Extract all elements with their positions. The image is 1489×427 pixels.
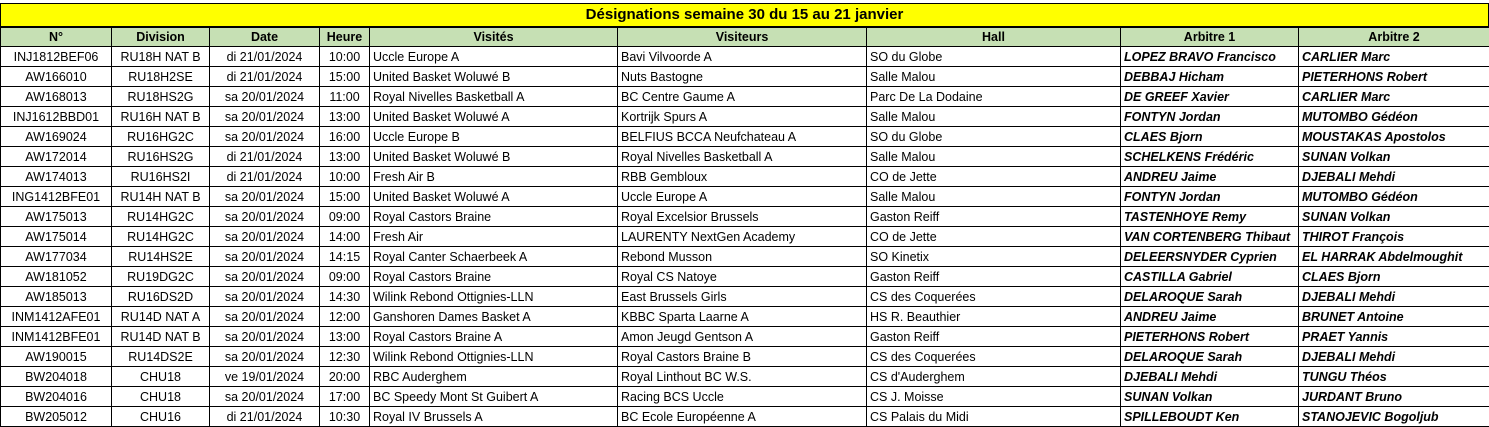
- cell-date[interactable]: sa 20/01/2024: [210, 267, 320, 287]
- cell-date[interactable]: sa 20/01/2024: [210, 387, 320, 407]
- cell-arbitre2[interactable]: DJEBALI Mehdi: [1299, 347, 1489, 367]
- cell-n[interactable]: INJ1812BEF06: [1, 47, 112, 67]
- cell-hall[interactable]: Gaston Reiff: [867, 267, 1121, 287]
- cell-arbitre2[interactable]: CLAES Bjorn: [1299, 267, 1489, 287]
- cell-division[interactable]: RU14H NAT B: [112, 187, 210, 207]
- cell-hall[interactable]: CS J. Moisse: [867, 387, 1121, 407]
- cell-hall[interactable]: Gaston Reiff: [867, 327, 1121, 347]
- cell-visites[interactable]: Uccle Europe A: [370, 47, 618, 67]
- cell-n[interactable]: INM1412BFE01: [1, 327, 112, 347]
- cell-hall[interactable]: SO Kinetix: [867, 247, 1121, 267]
- cell-hall[interactable]: CS d'Auderghem: [867, 367, 1121, 387]
- cell-visites[interactable]: Fresh Air: [370, 227, 618, 247]
- header-visites[interactable]: Visités: [370, 28, 618, 47]
- cell-division[interactable]: CHU16: [112, 407, 210, 427]
- cell-n[interactable]: AW175014: [1, 227, 112, 247]
- cell-visiteurs[interactable]: Royal Nivelles Basketball A: [618, 147, 867, 167]
- cell-date[interactable]: di 21/01/2024: [210, 67, 320, 87]
- cell-division[interactable]: RU16H NAT B: [112, 107, 210, 127]
- cell-heure[interactable]: 13:00: [320, 147, 370, 167]
- cell-heure[interactable]: 09:00: [320, 207, 370, 227]
- cell-heure[interactable]: 20:00: [320, 367, 370, 387]
- cell-n[interactable]: BW204016: [1, 387, 112, 407]
- table-row: [1, 307, 1489, 327]
- cell-date[interactable]: di 21/01/2024: [210, 167, 320, 187]
- cell-visiteurs[interactable]: KBBC Sparta Laarne A: [618, 307, 867, 327]
- cell-n[interactable]: AW190015: [1, 347, 112, 367]
- cell-hall[interactable]: CS des Coquerées: [867, 347, 1121, 367]
- cell-heure[interactable]: 12:00: [320, 307, 370, 327]
- cell-arbitre2[interactable]: SUNAN Volkan: [1299, 207, 1489, 227]
- table-row: [1, 407, 1489, 427]
- cell-arbitre1[interactable]: SUNAN Volkan: [1121, 387, 1299, 407]
- cell-division[interactable]: RU16HS2G: [112, 147, 210, 167]
- cell-visiteurs[interactable]: Racing BCS Uccle: [618, 387, 867, 407]
- cell-arbitre1[interactable]: SPILLEBOUDT Ken: [1121, 407, 1299, 427]
- cell-n[interactable]: AW166010: [1, 67, 112, 87]
- cell-division[interactable]: RU14DS2E: [112, 347, 210, 367]
- cell-visites[interactable]: Royal Nivelles Basketball A: [370, 87, 618, 107]
- cell-n[interactable]: AW177034: [1, 247, 112, 267]
- cell-visiteurs[interactable]: Kortrijk Spurs A: [618, 107, 867, 127]
- table-row: [1, 267, 1489, 287]
- cell-date[interactable]: sa 20/01/2024: [210, 207, 320, 227]
- cell-hall[interactable]: CS Palais du Midi: [867, 407, 1121, 427]
- cell-visites[interactable]: United Basket Woluwé B: [370, 147, 618, 167]
- cell-visiteurs[interactable]: Bavi Vilvoorde A: [618, 47, 867, 67]
- cell-hall[interactable]: Salle Malou: [867, 147, 1121, 167]
- cell-arbitre2[interactable]: CARLIER Marc: [1299, 47, 1489, 67]
- cell-arbitre1[interactable]: CLAES Bjorn: [1121, 127, 1299, 147]
- cell-hall[interactable]: HS R. Beauthier: [867, 307, 1121, 327]
- cell-date[interactable]: sa 20/01/2024: [210, 87, 320, 107]
- table-body: [1, 47, 1489, 427]
- cell-visites[interactable]: BC Speedy Mont St Guibert A: [370, 387, 618, 407]
- table-row: [1, 247, 1489, 267]
- cell-visites[interactable]: Wilink Rebond Ottignies-LLN: [370, 347, 618, 367]
- cell-division[interactable]: RU14HG2C: [112, 227, 210, 247]
- cell-heure[interactable]: 11:00: [320, 87, 370, 107]
- cell-n[interactable]: BW204018: [1, 367, 112, 387]
- table-row: [1, 107, 1489, 127]
- cell-arbitre2[interactable]: DJEBALI Mehdi: [1299, 167, 1489, 187]
- cell-visiteurs[interactable]: BC Centre Gaume A: [618, 87, 867, 107]
- cell-hall[interactable]: Salle Malou: [867, 187, 1121, 207]
- header-hall[interactable]: Hall: [867, 28, 1121, 47]
- cell-heure[interactable]: 09:00: [320, 267, 370, 287]
- cell-arbitre2[interactable]: PIETERHONS Robert: [1299, 67, 1489, 87]
- cell-visites[interactable]: Royal Castors Braine A: [370, 327, 618, 347]
- cell-visites[interactable]: Wilink Rebond Ottignies-LLN: [370, 287, 618, 307]
- cell-visites[interactable]: Ganshoren Dames Basket A: [370, 307, 618, 327]
- table-row: [1, 367, 1489, 387]
- cell-n[interactable]: AW185013: [1, 287, 112, 307]
- cell-visites[interactable]: United Basket Woluwé A: [370, 187, 618, 207]
- header-n[interactable]: N°: [1, 28, 112, 47]
- cell-visiteurs[interactable]: East Brussels Girls: [618, 287, 867, 307]
- cell-arbitre1[interactable]: DEBBAJ Hicham: [1121, 67, 1299, 87]
- cell-arbitre1[interactable]: LOPEZ BRAVO Francisco: [1121, 47, 1299, 67]
- header-heure[interactable]: Heure: [320, 28, 370, 47]
- cell-division[interactable]: RU18H2SE: [112, 67, 210, 87]
- cell-heure[interactable]: 14:00: [320, 227, 370, 247]
- cell-date[interactable]: di 21/01/2024: [210, 407, 320, 427]
- cell-visiteurs[interactable]: Nuts Bastogne: [618, 67, 867, 87]
- cell-visiteurs[interactable]: Amon Jeugd Gentson A: [618, 327, 867, 347]
- header-date[interactable]: Date: [210, 28, 320, 47]
- cell-date[interactable]: sa 20/01/2024: [210, 127, 320, 147]
- cell-date[interactable]: di 21/01/2024: [210, 147, 320, 167]
- cell-division[interactable]: RU14D NAT B: [112, 327, 210, 347]
- cell-arbitre1[interactable]: DE GREEF Xavier: [1121, 87, 1299, 107]
- cell-visiteurs[interactable]: Royal CS Natoye: [618, 267, 867, 287]
- cell-arbitre2[interactable]: MOUSTAKAS Apostolos: [1299, 127, 1489, 147]
- cell-arbitre1[interactable]: TASTENHOYE Remy: [1121, 207, 1299, 227]
- cell-arbitre2[interactable]: BRUNET Antoine: [1299, 307, 1489, 327]
- cell-arbitre2[interactable]: MUTOMBO Gédéon: [1299, 107, 1489, 127]
- cell-hall[interactable]: SO du Globe: [867, 47, 1121, 67]
- cell-n[interactable]: INM1412AFE01: [1, 307, 112, 327]
- cell-date[interactable]: sa 20/01/2024: [210, 247, 320, 267]
- cell-division[interactable]: CHU18: [112, 387, 210, 407]
- cell-division[interactable]: RU14HG2C: [112, 207, 210, 227]
- cell-date[interactable]: ve 19/01/2024: [210, 367, 320, 387]
- cell-n[interactable]: INJ1612BBD01: [1, 107, 112, 127]
- cell-arbitre2[interactable]: CARLIER Marc: [1299, 87, 1489, 107]
- cell-heure[interactable]: 13:00: [320, 107, 370, 127]
- cell-hall[interactable]: Gaston Reiff: [867, 207, 1121, 227]
- cell-visites[interactable]: United Basket Woluwé A: [370, 107, 618, 127]
- cell-hall[interactable]: CO de Jette: [867, 227, 1121, 247]
- cell-visites[interactable]: Royal Castors Braine: [370, 267, 618, 287]
- cell-heure[interactable]: 14:30: [320, 287, 370, 307]
- cell-heure[interactable]: 10:00: [320, 47, 370, 67]
- cell-arbitre2[interactable]: THIROT François: [1299, 227, 1489, 247]
- table-row: [1, 47, 1489, 67]
- table-row: [1, 167, 1489, 187]
- cell-n[interactable]: BW205012: [1, 407, 112, 427]
- cell-date[interactable]: sa 20/01/2024: [210, 307, 320, 327]
- cell-date[interactable]: sa 20/01/2024: [210, 327, 320, 347]
- cell-heure[interactable]: 12:30: [320, 347, 370, 367]
- cell-visites[interactable]: Royal Canter Schaerbeek A: [370, 247, 618, 267]
- table-row: [1, 147, 1489, 167]
- cell-division[interactable]: CHU18: [112, 367, 210, 387]
- cell-arbitre1[interactable]: FONTYN Jordan: [1121, 107, 1299, 127]
- cell-arbitre1[interactable]: SCHELKENS Frédéric: [1121, 147, 1299, 167]
- cell-hall[interactable]: Salle Malou: [867, 67, 1121, 87]
- cell-n[interactable]: AW172014: [1, 147, 112, 167]
- cell-division[interactable]: RU18H NAT B: [112, 47, 210, 67]
- cell-arbitre2[interactable]: PRAET Yannis: [1299, 327, 1489, 347]
- header-arbitre1[interactable]: Arbitre 1: [1121, 28, 1299, 47]
- cell-visites[interactable]: Royal Castors Braine: [370, 207, 618, 227]
- cell-hall[interactable]: CS des Coquerées: [867, 287, 1121, 307]
- cell-n[interactable]: ING1412BFE01: [1, 187, 112, 207]
- cell-division[interactable]: RU16HG2C: [112, 127, 210, 147]
- table-row: [1, 287, 1489, 307]
- table-row: [1, 127, 1489, 147]
- cell-division[interactable]: RU18HS2G: [112, 87, 210, 107]
- table-row: [1, 347, 1489, 367]
- cell-n[interactable]: AW174013: [1, 167, 112, 187]
- cell-arbitre1[interactable]: DELEERSNYDER Cyprien: [1121, 247, 1299, 267]
- cell-visiteurs[interactable]: Royal Castors Braine B: [618, 347, 867, 367]
- cell-division[interactable]: RU19DG2C: [112, 267, 210, 287]
- cell-n[interactable]: AW181052: [1, 267, 112, 287]
- cell-visiteurs[interactable]: BELFIUS BCCA Neufchateau A: [618, 127, 867, 147]
- cell-heure[interactable]: 15:00: [320, 187, 370, 207]
- cell-division[interactable]: RU16DS2D: [112, 287, 210, 307]
- cell-arbitre1[interactable]: VAN CORTENBERG Thibaut: [1121, 227, 1299, 247]
- cell-arbitre2[interactable]: TUNGU Théos: [1299, 367, 1489, 387]
- cell-hall[interactable]: Salle Malou: [867, 107, 1121, 127]
- cell-date[interactable]: sa 20/01/2024: [210, 287, 320, 307]
- cell-hall[interactable]: CO de Jette: [867, 167, 1121, 187]
- cell-date[interactable]: sa 20/01/2024: [210, 107, 320, 127]
- cell-visites[interactable]: Royal IV Brussels A: [370, 407, 618, 427]
- table-row: [1, 227, 1489, 247]
- table-row: [1, 187, 1489, 207]
- cell-arbitre1[interactable]: FONTYN Jordan: [1121, 187, 1299, 207]
- cell-date[interactable]: sa 20/01/2024: [210, 347, 320, 367]
- cell-visites[interactable]: Uccle Europe B: [370, 127, 618, 147]
- header-row: [1, 28, 1489, 47]
- sheet-title: Désignations semaine 30 du 15 au 21 janvier: [0, 3, 1489, 27]
- cell-arbitre1[interactable]: DJEBALI Mehdi: [1121, 367, 1299, 387]
- cell-heure[interactable]: 15:00: [320, 67, 370, 87]
- cell-division[interactable]: RU16HS2I: [112, 167, 210, 187]
- cell-visiteurs[interactable]: BC Ecole Européenne A: [618, 407, 867, 427]
- header-division[interactable]: Division: [112, 28, 210, 47]
- cell-date[interactable]: di 21/01/2024: [210, 47, 320, 67]
- cell-arbitre2[interactable]: JURDANT Bruno: [1299, 387, 1489, 407]
- cell-arbitre2[interactable]: SUNAN Volkan: [1299, 147, 1489, 167]
- cell-arbitre2[interactable]: MUTOMBO Gédéon: [1299, 187, 1489, 207]
- header-visiteurs[interactable]: Visiteurs: [618, 28, 867, 47]
- cell-n[interactable]: AW168013: [1, 87, 112, 107]
- cell-arbitre1[interactable]: ANDREU Jaime: [1121, 307, 1299, 327]
- cell-heure[interactable]: 16:00: [320, 127, 370, 147]
- cell-heure[interactable]: 14:15: [320, 247, 370, 267]
- cell-visiteurs[interactable]: LAURENTY NextGen Academy: [618, 227, 867, 247]
- table-row: [1, 87, 1489, 107]
- cell-visiteurs[interactable]: Rebond Musson: [618, 247, 867, 267]
- cell-visites[interactable]: RBC Auderghem: [370, 367, 618, 387]
- cell-hall[interactable]: SO du Globe: [867, 127, 1121, 147]
- cell-heure[interactable]: 13:00: [320, 327, 370, 347]
- table-row: [1, 67, 1489, 87]
- table-row: [1, 207, 1489, 227]
- designations-table: [0, 27, 1489, 427]
- cell-visites[interactable]: United Basket Woluwé B: [370, 67, 618, 87]
- cell-arbitre1[interactable]: DELAROQUE Sarah: [1121, 287, 1299, 307]
- cell-n[interactable]: AW175013: [1, 207, 112, 227]
- cell-hall[interactable]: Parc De La Dodaine: [867, 87, 1121, 107]
- cell-arbitre1[interactable]: ANDREU Jaime: [1121, 167, 1299, 187]
- cell-date[interactable]: sa 20/01/2024: [210, 227, 320, 247]
- cell-heure[interactable]: 10:00: [320, 167, 370, 187]
- cell-arbitre2[interactable]: DJEBALI Mehdi: [1299, 287, 1489, 307]
- table-row: [1, 327, 1489, 347]
- cell-heure[interactable]: 10:30: [320, 407, 370, 427]
- cell-arbitre1[interactable]: DELAROQUE Sarah: [1121, 347, 1299, 367]
- cell-arbitre2[interactable]: EL HARRAK Abdelmoughit: [1299, 247, 1489, 267]
- cell-visites[interactable]: Fresh Air B: [370, 167, 618, 187]
- cell-visiteurs[interactable]: RBB Gembloux: [618, 167, 867, 187]
- cell-visiteurs[interactable]: Uccle Europe A: [618, 187, 867, 207]
- table-row: [1, 387, 1489, 407]
- cell-n[interactable]: AW169024: [1, 127, 112, 147]
- cell-heure[interactable]: 17:00: [320, 387, 370, 407]
- cell-visiteurs[interactable]: Royal Excelsior Brussels: [618, 207, 867, 227]
- cell-arbitre1[interactable]: PIETERHONS Robert: [1121, 327, 1299, 347]
- cell-division[interactable]: RU14D NAT A: [112, 307, 210, 327]
- cell-arbitre2[interactable]: STANOJEVIC Bogoljub: [1299, 407, 1489, 427]
- cell-arbitre1[interactable]: CASTILLA Gabriel: [1121, 267, 1299, 287]
- cell-division[interactable]: RU14HS2E: [112, 247, 210, 267]
- cell-visiteurs[interactable]: Royal Linthout BC W.S.: [618, 367, 867, 387]
- header-arbitre2[interactable]: Arbitre 2: [1299, 28, 1489, 47]
- cell-date[interactable]: sa 20/01/2024: [210, 187, 320, 207]
